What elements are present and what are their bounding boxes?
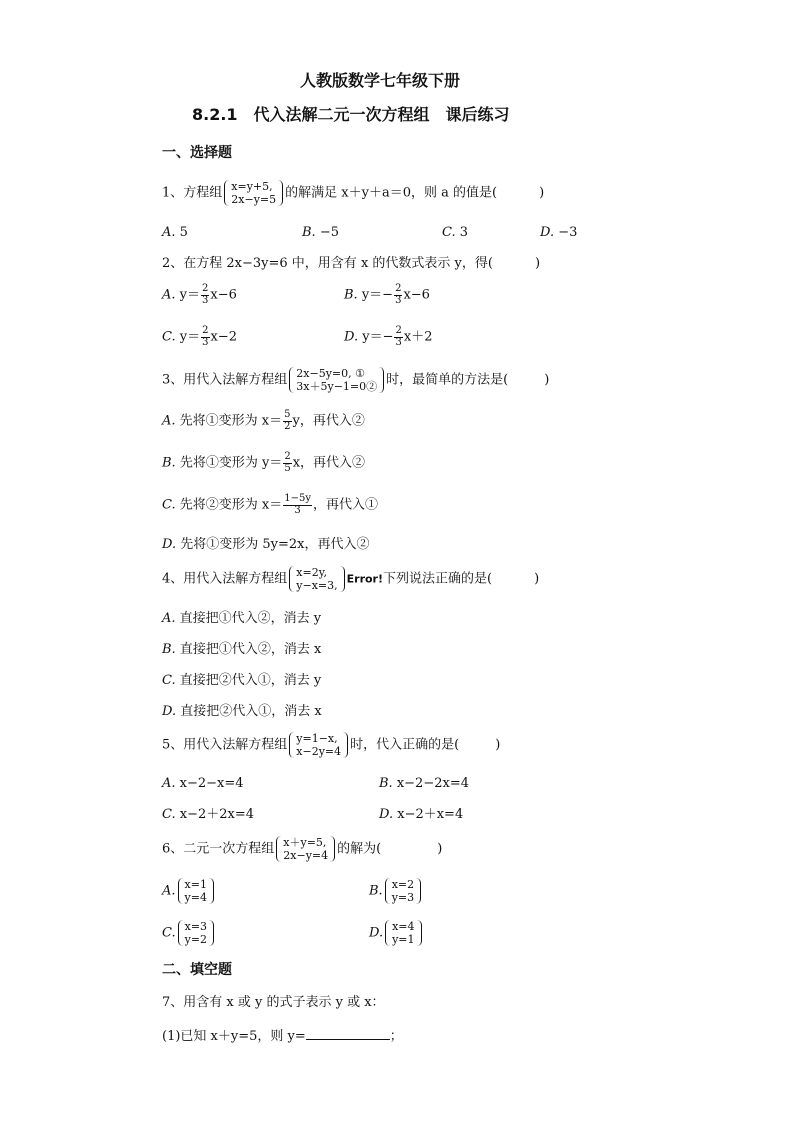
q6-option-a[interactable]: A. x=1 y=4 [162, 878, 216, 904]
q2-option-d[interactable]: D. y＝− $\frac{2}{3}$ x＋2 [344, 325, 433, 348]
q1-option-b[interactable]: B. −5 [302, 225, 339, 240]
question-5 [162, 732, 500, 758]
section-choice-heading: 一、选择题 [162, 145, 232, 161]
question-1 [162, 180, 544, 206]
q3-equation-system [289, 367, 384, 393]
question-2 [162, 257, 540, 270]
q5-option-b[interactable]: B. x−2−2x=4 [379, 776, 469, 791]
q1-option-d[interactable]: D. −3 [540, 225, 578, 240]
q1-suffix: 的解满足 x＋y＋a＝0，则 a 的值是( [285, 185, 498, 201]
q6-prefix: 6、二元一次方程组 [162, 841, 275, 857]
q6-eq2: 2x−y=4 [283, 849, 329, 863]
q3-suffix: 时，最简单的方法是( [386, 372, 509, 388]
q4-eq2: y−x=3, [296, 579, 338, 593]
question-3 [162, 367, 549, 393]
q2-option-c[interactable]: C. y＝ $\frac{2}{3}$ x−2 [162, 325, 237, 348]
q5-option-c[interactable]: C. x−2＋2x=4 [162, 807, 255, 822]
q3-option-a[interactable]: A. 先将①变形为 x＝ $\frac{5}{2}$ y，再代入② [162, 409, 365, 432]
q5-option-a[interactable]: A. x−2−x=4 [162, 776, 244, 791]
q1-prefix: 1、方程组 [162, 185, 223, 201]
q1-eq2: 2x−y=5 [231, 193, 277, 207]
q1-option-c[interactable]: C. 3 [442, 225, 469, 240]
page-title: 人教版数学七年级下册 [300, 71, 461, 90]
q1-eq1: x=y+5, [231, 180, 273, 193]
q5-option-d[interactable]: D. x−2＋x=4 [379, 807, 464, 822]
q4-error-text: Error! [346, 572, 384, 586]
q2-text: 2、在方程 2x−3y=6 中，用含有 x 的代数式表示 y，得( [162, 256, 493, 271]
q1-equation-system [224, 180, 283, 206]
q4-option-b[interactable]: B. 直接把①代入②，消去 x [162, 642, 322, 657]
q6-close: ) [437, 841, 443, 857]
q3-close: ) [544, 372, 550, 388]
q3-eq2: 3x＋5y−1=0② [296, 380, 378, 394]
q5-equation-system [289, 732, 348, 758]
q4-equation-system [289, 566, 344, 592]
q6-equation-system [276, 836, 335, 862]
q4-eq1: x=2y, [296, 566, 327, 579]
q5-eq1: y=1−x, [296, 732, 338, 745]
q3-prefix: 3、用代入法解方程组 [162, 372, 288, 388]
q1-close: ) [539, 185, 545, 201]
q3-option-d[interactable]: D. 先将①变形为 5y=2x，再代入② [162, 537, 370, 552]
q5-prefix: 5、用代入法解方程组 [162, 737, 288, 753]
q6-option-b[interactable]: B. x=2 y=3 [369, 878, 423, 904]
q5-eq2: x−2y=4 [296, 745, 342, 759]
section-fill-heading: 二、填空题 [162, 962, 232, 978]
q4-option-d[interactable]: D. 直接把②代入①，消去 x [162, 704, 322, 719]
page-subtitle: 8.2.1 代入法解二元一次方程组 课后练习 [192, 105, 510, 124]
q6-suffix: 的解为( [337, 841, 382, 857]
q4-close: ) [534, 571, 540, 587]
q3-option-c[interactable]: C. 先将②变形为 x＝ $\frac{1-5y}{3}$ ，再代入① [162, 493, 379, 516]
q2-option-b[interactable]: B. y＝− $\frac{2}{3}$ x−6 [344, 283, 430, 306]
q5-close: ) [495, 737, 501, 753]
q6-option-d[interactable]: D. x=4 y=1 [369, 920, 424, 946]
q4-prefix: 4、用代入法解方程组 [162, 571, 288, 587]
q3-eq1: 2x−5y=0, ① [296, 367, 365, 380]
q4-option-c[interactable]: C. 直接把②代入①，消去 y [162, 673, 322, 688]
q7-part-1: (1)已知 x＋y=5，则 y= ； [162, 1029, 403, 1044]
question-4 [162, 566, 539, 592]
q2-close: ) [534, 256, 541, 271]
q6-option-c[interactable]: C. x=3 y=2 [162, 920, 216, 946]
q4-option-a[interactable]: A. 直接把①代入②，消去 y [162, 611, 322, 626]
q1-option-a[interactable]: A. 5 [162, 225, 188, 240]
q4-suffix: 下列说法正确的是( [383, 571, 493, 587]
q5-suffix: 时，代入正确的是( [350, 737, 460, 753]
q2-option-a[interactable]: A. y＝ $\frac{2}{3}$ x−6 [162, 283, 237, 306]
q6-eq1: x＋y=5, [283, 836, 327, 849]
q7-answer-blank[interactable] [306, 1027, 390, 1040]
q3-option-b[interactable]: B. 先将①变形为 y＝ $\frac{2}{5}$ x，再代入② [162, 451, 366, 474]
question-7: 7、用含有 x 或 y 的式子表示 y 或 x： [162, 995, 385, 1010]
question-6 [162, 836, 442, 862]
